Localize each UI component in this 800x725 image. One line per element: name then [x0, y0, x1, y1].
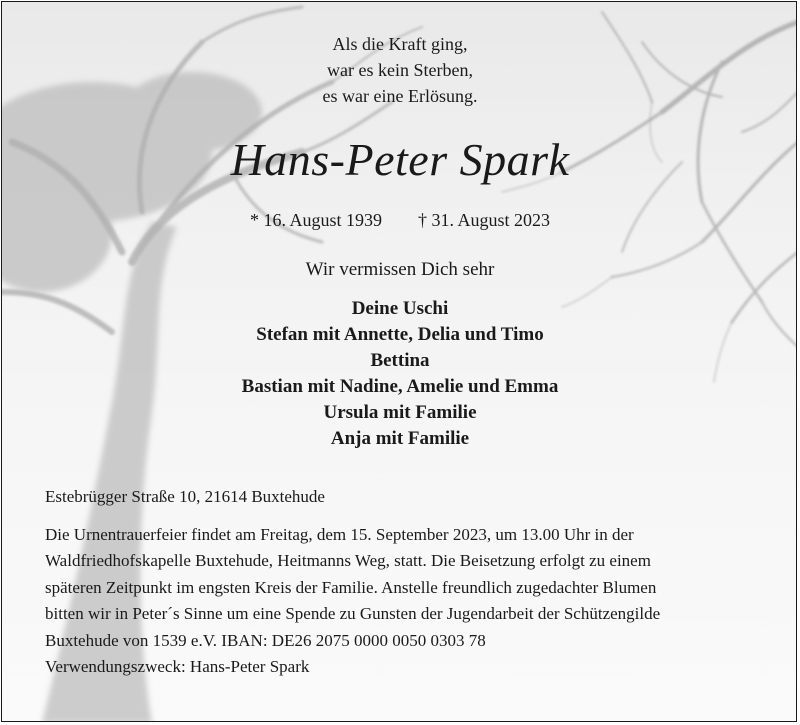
mourner-name: Bettina [370, 350, 430, 371]
deceased-name: Hans-Peter Spark [230, 134, 570, 185]
mourner-name: Deine Uschi [351, 298, 449, 319]
mourner-name: Bastian mit Nadine, Amelie und Emma [241, 376, 559, 397]
memorial-message: Wir vermissen Dich sehr [305, 259, 495, 280]
life-dates [2, 208, 797, 232]
birth-date: * 16. August 1939 [249, 210, 382, 230]
info-line: bitten wir in Peter´s Sinne um eine Spende zu Gunsten der Jugendarbeit der Schützengilde [45, 604, 661, 624]
mourners-list [2, 296, 797, 452]
death-date: † 31. August 2023 [418, 210, 551, 230]
info-line: Verwendungszweck: Hans-Peter Spark [45, 657, 310, 677]
info-line: Buxtehude von 1539 e.V. IBAN: DE26 2075 0000 0050 0303 78 [45, 630, 486, 650]
info-line: späteren Zeitpunkt im engsten Kreis der Familie. Anstelle freundlich zugedachter Blumen [45, 577, 657, 597]
info-line: Waldfriedhofskapelle Buxtehude, Heitmanns Weg, statt. Die Beisetzung erfolgt zu einem [45, 551, 651, 571]
funeral-service-info [45, 522, 785, 680]
poem-verse [2, 31, 797, 109]
family-address: Estebrügger Straße 10, 21614 Buxtehude [45, 487, 325, 506]
poem-line: war es kein Sterben, [327, 60, 473, 80]
poem-line: es war eine Erlösung. [322, 86, 478, 106]
info-line: Die Urnentrauerfeier findet am Freitag, dem 15. September 2023, um 13.00 Uhr in der [45, 525, 634, 544]
mourner-name: Ursula mit Familie [323, 402, 477, 423]
obituary-notice [1, 1, 797, 722]
mourner-name: Anja mit Familie [330, 428, 470, 449]
poem-line: Als die Kraft ging, [332, 34, 468, 54]
mourner-name: Stefan mit Annette, Delia und Timo [256, 324, 544, 345]
